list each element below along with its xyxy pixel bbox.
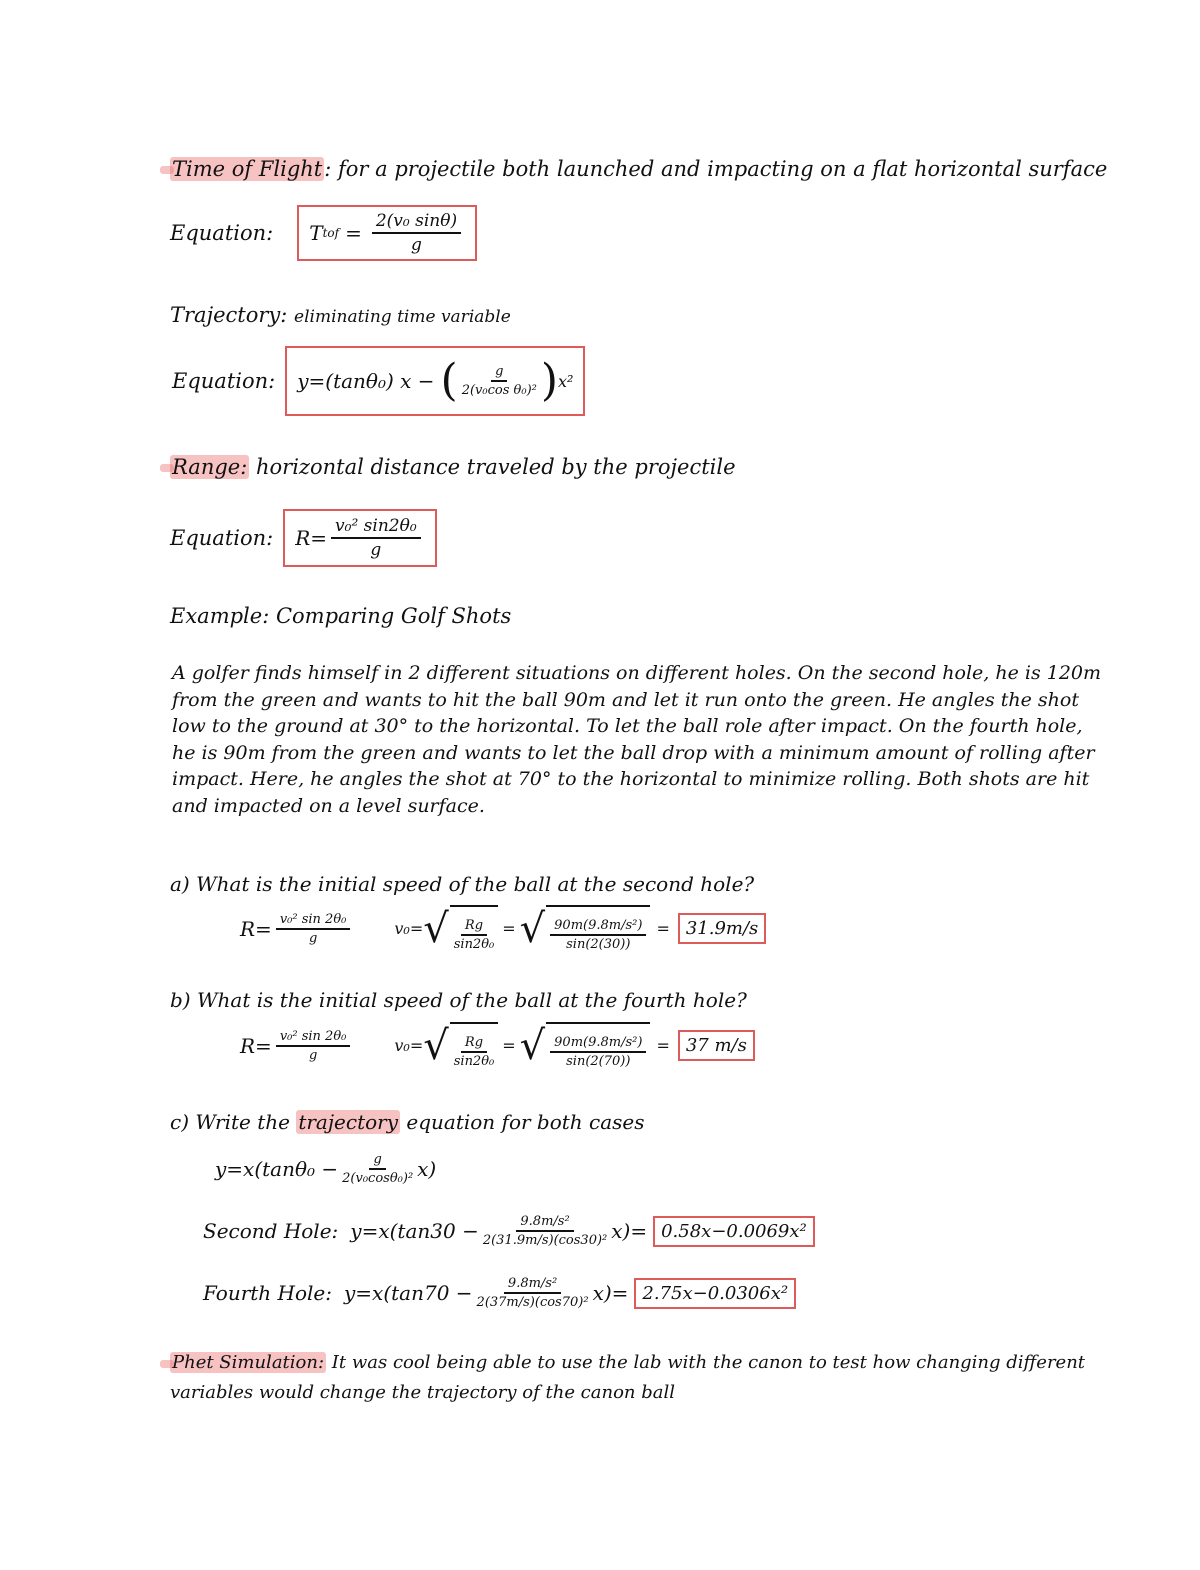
- trajectory-tail: x²: [558, 371, 574, 391]
- qb-range-formula: [240, 1029, 354, 1063]
- qc-question-highlight: trajectory: [298, 1110, 399, 1134]
- qb-r-lhs: R=: [240, 1033, 272, 1058]
- question-b-work: [240, 1022, 755, 1069]
- qa-sqrt-2: [520, 905, 651, 952]
- qb-sqrt-2-body: [546, 1022, 650, 1069]
- qb-r-fraction: [276, 1029, 351, 1063]
- trajectory-eq-label: Equation:: [172, 369, 276, 393]
- qc-fourth-formula: [344, 1276, 796, 1310]
- range-formula: [295, 516, 424, 560]
- tof-lhs: T: [309, 221, 323, 245]
- qc-general-numerator: g: [369, 1152, 385, 1170]
- tof-equation-box: [297, 205, 477, 261]
- example-paragraph: A golfer finds himself in 2 different situations on different holes. On the second hole, he is 120m from the green and wants to hit the ball 90m and let it run onto the green. He angles the shot low to the ground at 30° to the horizontal. To let the ball role after impact. On the fourth hole, he is 90m from the green and wants to let the ball drop with a minimum amount of rolling after impact. Here, he angles the shot at 70° to the horizontal to minimize rolling. Both shots are hit and impacted on a level surface.: [172, 662, 1102, 817]
- qb-v2-fraction: [550, 1035, 646, 1069]
- qc-fourth-fraction: [477, 1276, 589, 1310]
- qb-sqrt-1: [423, 1022, 498, 1069]
- qc-second-numerator: 9.8m/s²: [516, 1214, 573, 1232]
- tof-denominator: g: [411, 235, 422, 255]
- qa-v2-denominator: sin(2(30)): [566, 937, 631, 952]
- qa-sqrt-2-body: [546, 905, 650, 952]
- qc-second-formula: [350, 1214, 814, 1248]
- qa-r-numerator: v₀² sin 2θ₀: [276, 912, 351, 930]
- trajectory-part1: y=(tanθ₀) x −: [297, 369, 435, 393]
- qa-v-formula: [394, 905, 766, 952]
- qa-v-numerator: Rg: [461, 918, 487, 936]
- tof-equation-row: [170, 205, 477, 261]
- qc-second-post: x)=: [611, 1219, 648, 1243]
- qa-v2-numerator: 90m(9.8m/s²): [550, 918, 646, 936]
- tof-heading: [170, 157, 1107, 181]
- qa-eq1: =: [502, 919, 516, 938]
- qa-range-formula: [240, 912, 354, 946]
- qb-eq1: =: [502, 1036, 516, 1055]
- qc-fourth-label: Fourth Hole:: [203, 1281, 332, 1305]
- range-lhs: R=: [295, 526, 328, 550]
- qb-v2-numerator: 90m(9.8m/s²): [550, 1035, 646, 1053]
- qa-sqrt-1: [423, 905, 498, 952]
- tof-title: Time of Flight: [172, 157, 323, 181]
- qa-r-lhs: R=: [240, 916, 272, 941]
- trajectory-title: Trajectory:: [170, 303, 288, 327]
- paren-close: ): [540, 355, 559, 406]
- sqrt-icon: √: [423, 1022, 449, 1069]
- qb-eq2: =: [656, 1036, 670, 1055]
- phet-title: Phet Simulation:: [172, 1352, 325, 1373]
- qc-fourth-hole-row: [203, 1276, 796, 1310]
- qa-v-denominator: sin2θ₀: [453, 937, 495, 952]
- trajectory-desc: eliminating time variable: [294, 307, 511, 327]
- qc-fourth-result-box: 2.75x−0.0306x²: [634, 1278, 796, 1309]
- qc-second-fraction: [483, 1214, 607, 1248]
- range-fraction: [331, 516, 421, 560]
- qb-sqrt-2: [520, 1022, 651, 1069]
- qc-general-post: x): [417, 1157, 437, 1181]
- trajectory-equation-row: [172, 346, 585, 416]
- qa-r-fraction: [276, 912, 351, 946]
- qb-v-lhs: v₀=: [394, 1036, 424, 1055]
- qc-second-pre: y=x(tan30 −: [350, 1219, 479, 1243]
- example-heading: Example: Comparing Golf Shots: [170, 604, 512, 628]
- phet-section: [170, 1348, 1085, 1408]
- phet-line-1: [170, 1348, 1085, 1378]
- tof-equals: =: [345, 221, 362, 245]
- qc-fourth-pre: y=x(tan70 −: [344, 1281, 473, 1305]
- qc-second-label: Second Hole:: [203, 1219, 339, 1243]
- sqrt-icon: √: [423, 905, 449, 952]
- qa-r-denominator: g: [308, 930, 318, 946]
- question-a: a) What is the initial speed of the ball at the second hole?: [170, 872, 755, 896]
- qc-question-post: equation for both cases: [406, 1110, 645, 1134]
- sqrt-icon: √: [519, 905, 546, 952]
- trajectory-numerator: g: [491, 364, 507, 382]
- trajectory-equation-box: [285, 346, 585, 416]
- sqrt-icon: √: [519, 1022, 546, 1069]
- qb-v2-denominator: sin(2(70)): [566, 1054, 631, 1069]
- qc-general-equation: [215, 1152, 436, 1186]
- paren-open: (: [440, 355, 458, 406]
- qc-second-hole-row: [203, 1214, 815, 1248]
- qc-second-result-box: 0.58x−0.0069x²: [653, 1216, 815, 1247]
- tof-desc: : for a projectile both launched and impacting on a flat horizontal surface: [324, 157, 1108, 181]
- qc-general-fraction: [342, 1152, 413, 1186]
- qa-v-fraction: [454, 918, 495, 952]
- range-eq-label: Equation:: [170, 526, 274, 550]
- qa-v2-fraction: [550, 918, 646, 952]
- qb-r-numerator: v₀² sin 2θ₀: [276, 1029, 351, 1047]
- tof-lhs-sub: tof: [322, 226, 340, 240]
- range-heading: [170, 455, 736, 479]
- qc-fourth-post: x)=: [592, 1281, 629, 1305]
- qb-r-denominator: g: [308, 1047, 318, 1063]
- qc-second-denominator: 2(31.9m/s)(cos30)²: [482, 1233, 608, 1248]
- range-equation-box: [283, 509, 436, 567]
- qa-sqrt-1-body: [450, 905, 499, 952]
- qb-v-fraction: [454, 1035, 495, 1069]
- tof-formula: [309, 211, 465, 255]
- range-equation-row: [170, 509, 437, 567]
- range-desc: horizontal distance traveled by the projectile: [255, 455, 736, 479]
- qa-eq2: =: [656, 919, 670, 938]
- qb-sqrt-1-body: [450, 1022, 499, 1069]
- range-denominator: g: [370, 540, 382, 560]
- tof-eq-label: Equation:: [170, 221, 274, 245]
- question-c: [170, 1110, 645, 1134]
- tof-numerator: 2(v₀ sinθ): [372, 211, 461, 234]
- qc-general-denominator: 2(v₀cosθ₀)²: [342, 1171, 414, 1186]
- qa-result-box: 31.9m/s: [678, 913, 766, 944]
- phet-text-1: It was cool being able to use the lab with the canon to test how changing different: [331, 1352, 1086, 1373]
- trajectory-heading: [170, 303, 511, 327]
- range-title: Range:: [172, 455, 248, 479]
- trajectory-denominator: 2(v₀cos θ₀)²: [461, 383, 537, 398]
- question-a-work: [240, 905, 766, 952]
- qb-result-box: 37 m/s: [678, 1030, 755, 1061]
- qc-fourth-numerator: 9.8m/s²: [504, 1276, 561, 1294]
- range-numerator: v₀² sin2θ₀: [331, 516, 421, 539]
- qc-general-pre: y=x(tanθ₀ −: [215, 1157, 339, 1181]
- trajectory-formula: [297, 355, 574, 406]
- tof-fraction: [372, 211, 461, 255]
- qb-v-numerator: Rg: [461, 1035, 487, 1053]
- qb-v-formula: [394, 1022, 754, 1069]
- qb-v-denominator: sin2θ₀: [453, 1054, 495, 1069]
- question-b: b) What is the initial speed of the ball at the fourth hole?: [170, 988, 747, 1012]
- trajectory-fraction: [462, 364, 537, 398]
- qa-v-lhs: v₀=: [394, 919, 424, 938]
- phet-line-2: variables would change the trajectory of the canon ball: [170, 1382, 676, 1403]
- qc-question-pre: c) Write the: [170, 1110, 290, 1134]
- qc-fourth-denominator: 2(37m/s)(cos70)²: [476, 1295, 589, 1310]
- qc-general-formula: [215, 1152, 436, 1186]
